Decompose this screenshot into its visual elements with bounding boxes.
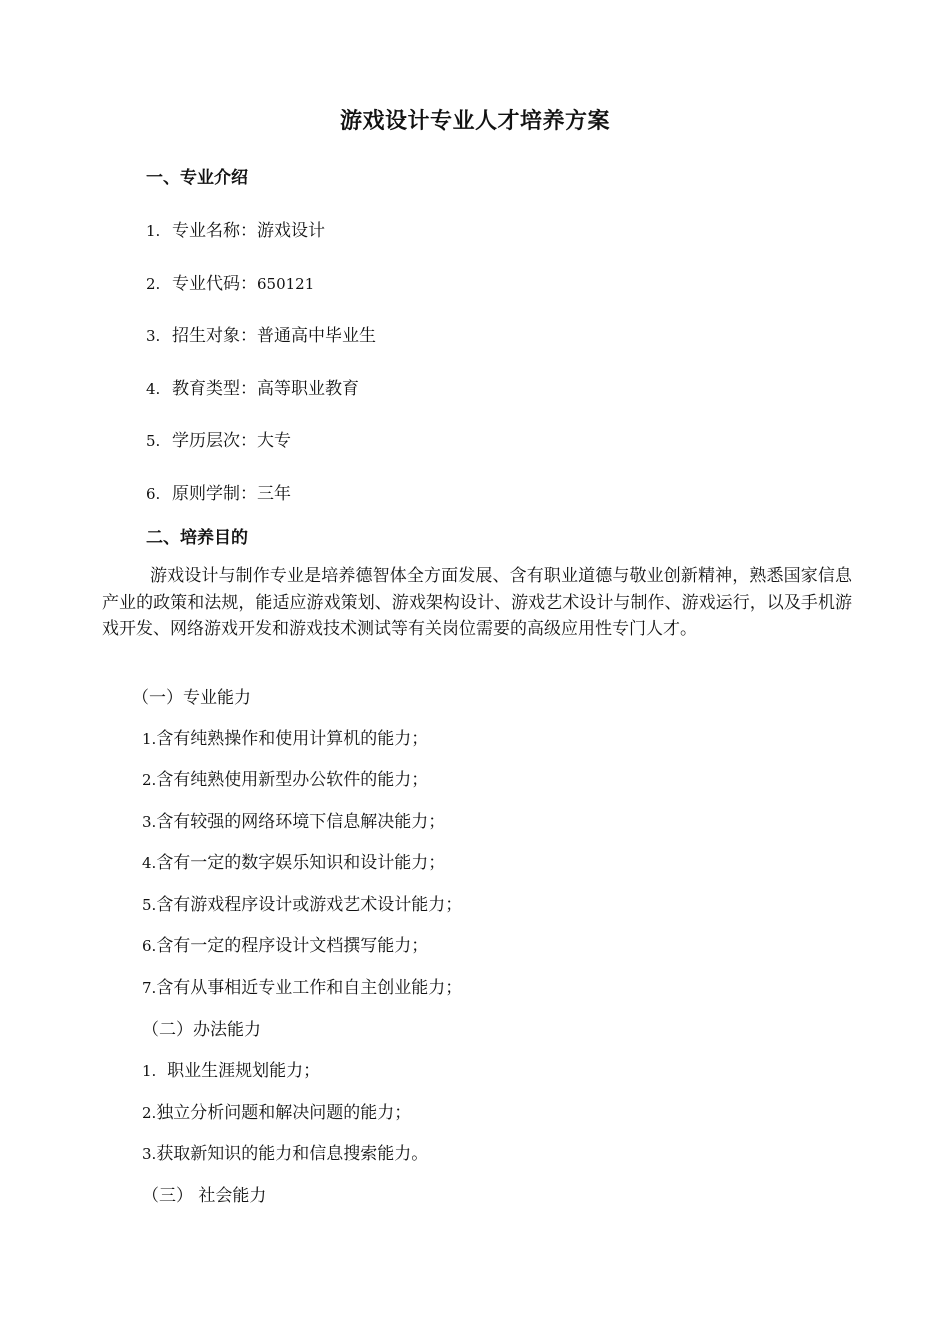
item-text: 含有从事相近专业工作和自主创业能力； <box>156 978 463 998</box>
item-number: 6. <box>146 485 161 503</box>
item-text: 含有一定的数字娱乐知识和设计能力； <box>156 853 446 873</box>
item-number: 2. <box>142 771 157 789</box>
item-label: 教育类型： <box>172 379 257 399</box>
item-number: 3. <box>146 327 161 345</box>
item-number: 5. <box>146 432 161 450</box>
item-number: 2. <box>142 1104 157 1122</box>
section-heading-intro: 一、专业介绍 <box>146 168 248 188</box>
intro-item-major-code <box>146 269 314 294</box>
item-value: 650121 <box>257 275 315 293</box>
item-value: 游戏设计 <box>257 221 325 241</box>
item-label: 专业名称： <box>172 221 257 241</box>
item-label: 学历层次： <box>172 431 257 451</box>
item-text: 含有纯熟使用新型办公软件的能力； <box>156 770 429 790</box>
intro-item-degree-level <box>146 426 291 451</box>
item-number: 5. <box>142 896 157 914</box>
intro-item-education-type <box>146 374 359 399</box>
item-number: 7. <box>142 979 157 997</box>
item-number: 1. <box>142 730 157 748</box>
item-number: 3. <box>142 813 157 831</box>
professional-ability-item <box>142 931 428 956</box>
item-text: 含有游戏程序设计或游戏艺术设计能力； <box>156 895 463 915</box>
item-value: 高等职业教育 <box>257 379 359 399</box>
method-ability-item <box>142 1098 411 1123</box>
professional-ability-item <box>142 724 428 749</box>
document-title: 游戏设计专业人才培养方案 <box>339 109 610 134</box>
item-text: 含有较强的网络环境下信息解决能力； <box>156 812 446 832</box>
subsection-heading-method: （二）办法能力 <box>142 1020 261 1040</box>
item-label: 原则学制： <box>172 484 257 504</box>
goal-paragraph: 游戏设计与制作专业是培养德智体全方面发展、含有职业道德与敬业创新精神，熟悉国家信息产业的政策和法规，能适应游戏策划、游戏架构设计、游戏艺术设计与制作、游戏运行，以及手机游戏开发、网络游戏开发和游戏技术测试等有关岗位需要的高级应用性专门人才。 <box>102 566 852 639</box>
subsection-heading-professional: （一）专业能力 <box>132 688 251 708</box>
item-text: 含有一定的程序设计文档撰写能力； <box>156 936 429 956</box>
method-ability-item <box>142 1139 428 1164</box>
item-text: 独立分析问题和解决问题的能力； <box>156 1103 412 1123</box>
item-number: 1. <box>142 1062 157 1080</box>
professional-ability-item <box>142 807 445 832</box>
professional-ability-item <box>142 848 445 873</box>
item-label: 专业代码： <box>172 274 257 294</box>
intro-item-study-length <box>146 479 291 504</box>
item-number: 4. <box>146 380 161 398</box>
item-number: 3. <box>142 1145 157 1163</box>
item-text: 获取新知识的能力和信息搜索能力。 <box>156 1144 429 1164</box>
item-text: 含有纯熟操作和使用计算机的能力； <box>156 729 429 749</box>
intro-item-major-name <box>146 216 325 241</box>
item-label: 招生对象： <box>172 326 257 346</box>
method-ability-item <box>142 1056 320 1081</box>
professional-ability-item <box>142 890 462 915</box>
item-value: 大专 <box>257 431 291 451</box>
item-number: 1. <box>146 222 161 240</box>
item-value: 三年 <box>257 484 291 504</box>
subsection-heading-social: （三） 社会能力 <box>142 1186 267 1206</box>
section-heading-goal: 二、培养目的 <box>146 528 248 548</box>
professional-ability-item <box>142 973 462 998</box>
intro-item-enrollment-target <box>146 321 376 346</box>
item-number: 6. <box>142 937 157 955</box>
item-value: 普通高中毕业生 <box>257 326 376 346</box>
item-text: 职业生涯规划能力； <box>156 1061 321 1081</box>
item-number: 4. <box>142 854 157 872</box>
professional-ability-item <box>142 765 428 790</box>
item-number: 2. <box>146 275 161 293</box>
